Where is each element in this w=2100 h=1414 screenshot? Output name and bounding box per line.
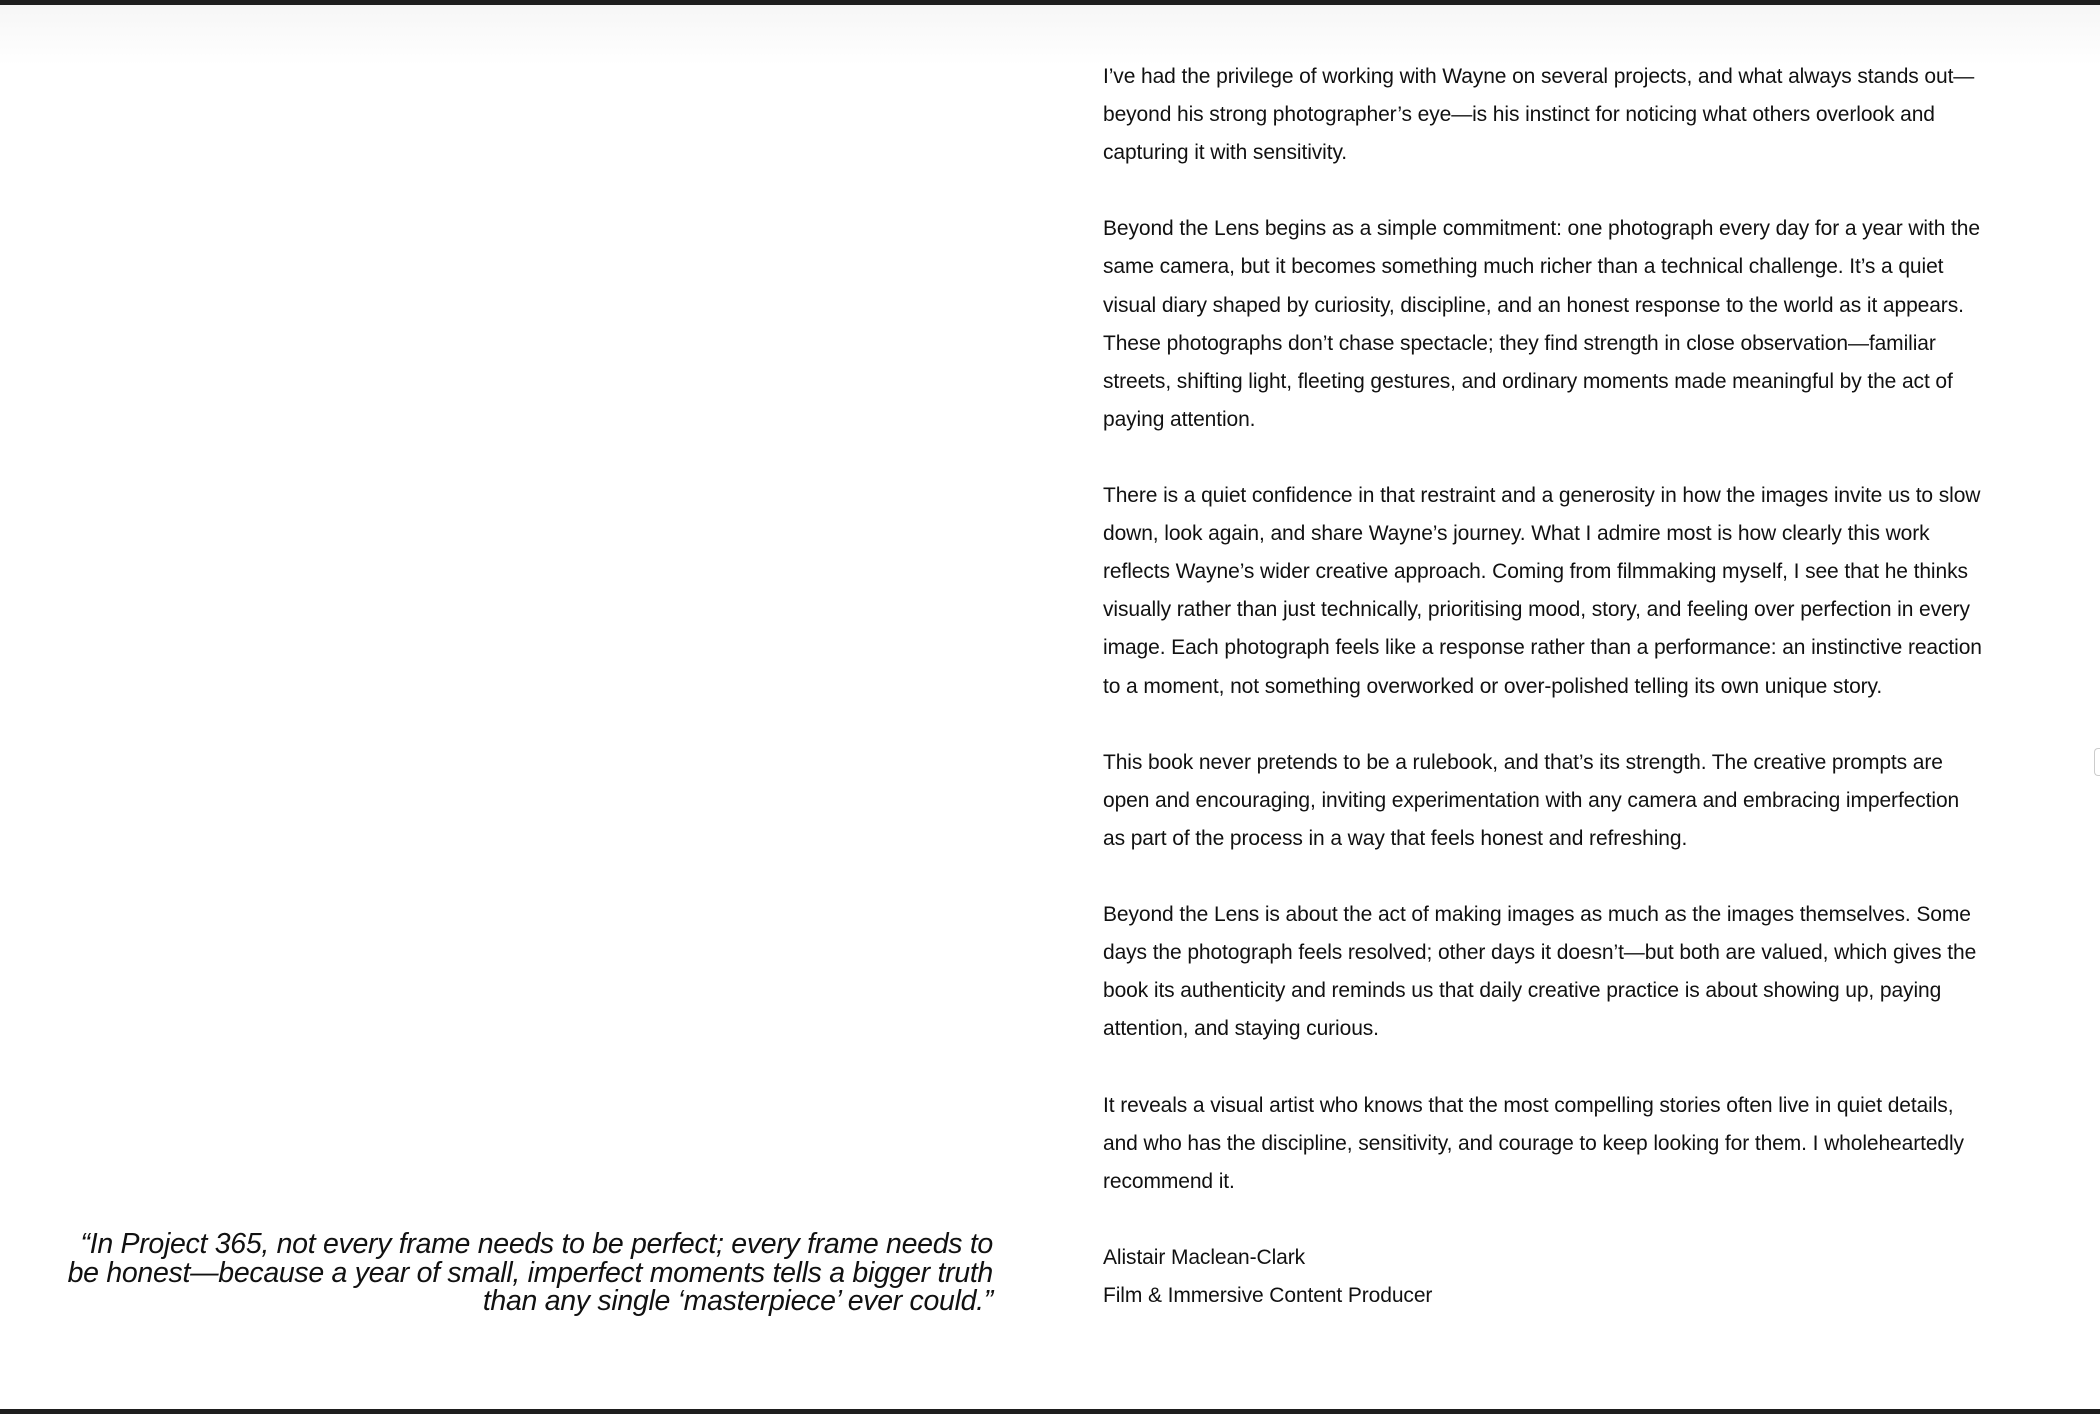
- foreword-paragraph: [1103, 1087, 2063, 1201]
- paragraph-line: image. Each photograph feels like a response rather than a performance: an instinctive reaction: [1103, 636, 1982, 660]
- paragraph-line: capturing it with sensitivity.: [1103, 141, 1348, 165]
- foreword-text: [1103, 58, 2063, 1315]
- paragraph-line: These photographs don’t chase spectacle; they find strength in close observation—familiar: [1103, 331, 1936, 355]
- paragraph-line: Beyond the Lens is about the act of making images as much as the images themselves. Some: [1103, 903, 1971, 927]
- foreword-paragraph: [1103, 58, 2063, 172]
- paragraph-line: open and encouraging, inviting experimentation with any camera and embracing imperfection: [1103, 788, 1960, 812]
- paragraph-line: This book never pretends to be a rulebook, and that’s its strength. The creative prompts are: [1103, 750, 1943, 774]
- quote-line: be honest—because a year of small, imperfect moments tells a bigger truth: [67, 1256, 993, 1289]
- paragraph-line: book its authenticity and reminds us that daily creative practice is about showing up, paying: [1103, 979, 1942, 1003]
- top-shadow: [0, 5, 2100, 65]
- paragraph-line: down, look again, and share Wayne’s journey. What I admire most is how clearly this work: [1103, 522, 1930, 546]
- paragraph-line: It reveals a visual artist who knows that the most compelling stories often live in quiet details,: [1103, 1093, 1954, 1117]
- quote-line: than any single ‘masterpiece’ ever could.”: [482, 1285, 993, 1317]
- paragraph-line: I’ve had the privilege of working with Wayne on several projects, and what always stands out—: [1103, 65, 1975, 88]
- paragraph-line: There is a quiet confidence in that restraint and a generosity in how the images invite us to slow: [1103, 484, 1981, 508]
- paragraph-line: Beyond the Lens begins as a simple commitment: one photograph every day for a year with the: [1103, 217, 1980, 241]
- paragraph-line: reflects Wayne’s wider creative approach. Coming from filmmaking myself, I see that he thinks: [1103, 560, 1968, 584]
- paragraph-line: paying attention.: [1103, 407, 1256, 431]
- paragraph-line: attention, and staying curious.: [1103, 1017, 1379, 1041]
- paragraph-line: visually rather than just technically, prioritising mood, story, and feeling over perfection in every: [1103, 598, 1970, 622]
- author-title: Film & Immersive Content Producer: [1103, 1284, 1433, 1307]
- foreword-paragraph: [1103, 477, 2063, 706]
- paragraph-line: to a moment, not something overworked or over-polished telling its own unique story.: [1103, 674, 1883, 698]
- paragraph-line: beyond his strong photographer’s eye—is his instinct for noticing what others overlook and: [1103, 103, 1935, 127]
- paragraph-line: streets, shifting light, fleeting gestures, and ordinary moments made meaningful by the act of: [1103, 369, 1953, 393]
- quote-line: “In Project 365, not every frame needs to be perfect; every frame needs to: [80, 1228, 993, 1260]
- foreword-paragraph: [1103, 744, 2063, 858]
- paragraph-line: recommend it.: [1103, 1169, 1235, 1193]
- paragraph-line: visual diary shaped by curiosity, discipline, and an honest response to the world as it appears.: [1103, 293, 1964, 317]
- foreword-paragraph: [1103, 896, 2063, 1048]
- foreword-paragraph: [1103, 210, 2063, 439]
- pull-quote: [30, 1230, 993, 1316]
- paragraph-line: days the photograph feels resolved; other days it doesn’t—but both are valued, which gives the: [1103, 941, 1977, 965]
- paragraph-line: same camera, but it becomes something much richer than a technical challenge. It’s a quiet: [1103, 255, 1944, 279]
- paragraph-line: as part of the process in a way that feels honest and refreshing.: [1103, 826, 1688, 850]
- paragraph-line: and who has the discipline, sensitivity, and courage to keep looking for them. I wholeheartedly: [1103, 1131, 1964, 1155]
- side-panel-handle[interactable]: [2094, 748, 2100, 776]
- author-name: Alistair Maclean-Clark: [1103, 1245, 1306, 1269]
- bottom-border: [0, 1409, 2100, 1414]
